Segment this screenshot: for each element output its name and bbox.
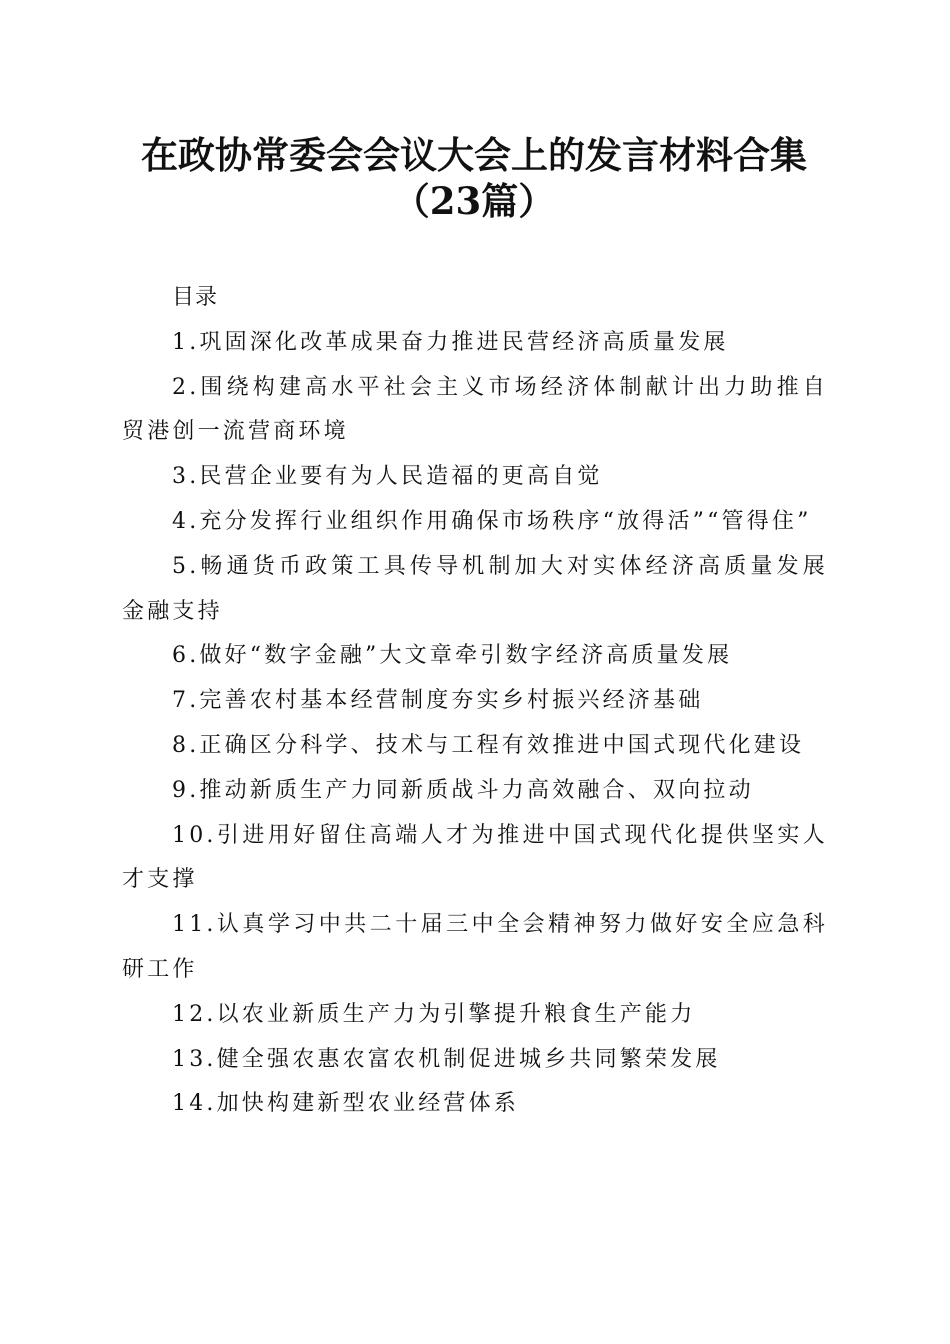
toc-item: 9.推动新质生产力同新质战斗力高效融合、双向拉动 — [172, 777, 754, 803]
toc-item: 14.加快构建新型农业经营体系 — [172, 1091, 519, 1117]
toc-item: 6.做好“数字金融”大文章牵引数字经济高质量发展 — [172, 643, 733, 669]
toc-item: 10.引进用好留住高端人才为推进中国式现代化提供坚实人才支撑 — [122, 822, 828, 893]
toc-list — [122, 321, 828, 1127]
toc-item: 11.认真学习中共二十届三中全会精神努力做好安全应急科研工作 — [122, 912, 828, 982]
toc-item: 13.健全强农惠农富农机制促进城乡共同繁荣发展 — [172, 1046, 721, 1072]
table-of-contents — [122, 276, 828, 1127]
page-title: 在政协常委会会议大会上的发言材料合集（23篇） — [141, 133, 807, 223]
toc-item: 1.巩固深化改革成果奋力推进民营经济高质量发展 — [172, 329, 729, 355]
toc-item: 4.充分发挥行业组织作用确保市场秩序“放得活”“管得住” — [172, 508, 812, 534]
toc-item: 12.以农业新质生产力为引擎提升粮食生产能力 — [172, 1001, 696, 1027]
toc-heading: 目录 — [172, 285, 219, 310]
toc-item: 7.完善农村基本经营制度夯实乡村振兴经济基础 — [172, 688, 704, 714]
toc-item: 5.畅通货币政策工具传导机制加大对实体经济高质量发展金融支持 — [122, 553, 828, 624]
toc-item: 3.民营企业要有为人民造福的更高自觉 — [172, 464, 603, 490]
toc-item: 8.正确区分科学、技术与工程有效推进中国式现代化建设 — [172, 732, 805, 758]
toc-item: 2.围绕构建高水平社会主义市场经济体制献计出力助推自贸港创一流营商环境 — [122, 374, 828, 445]
